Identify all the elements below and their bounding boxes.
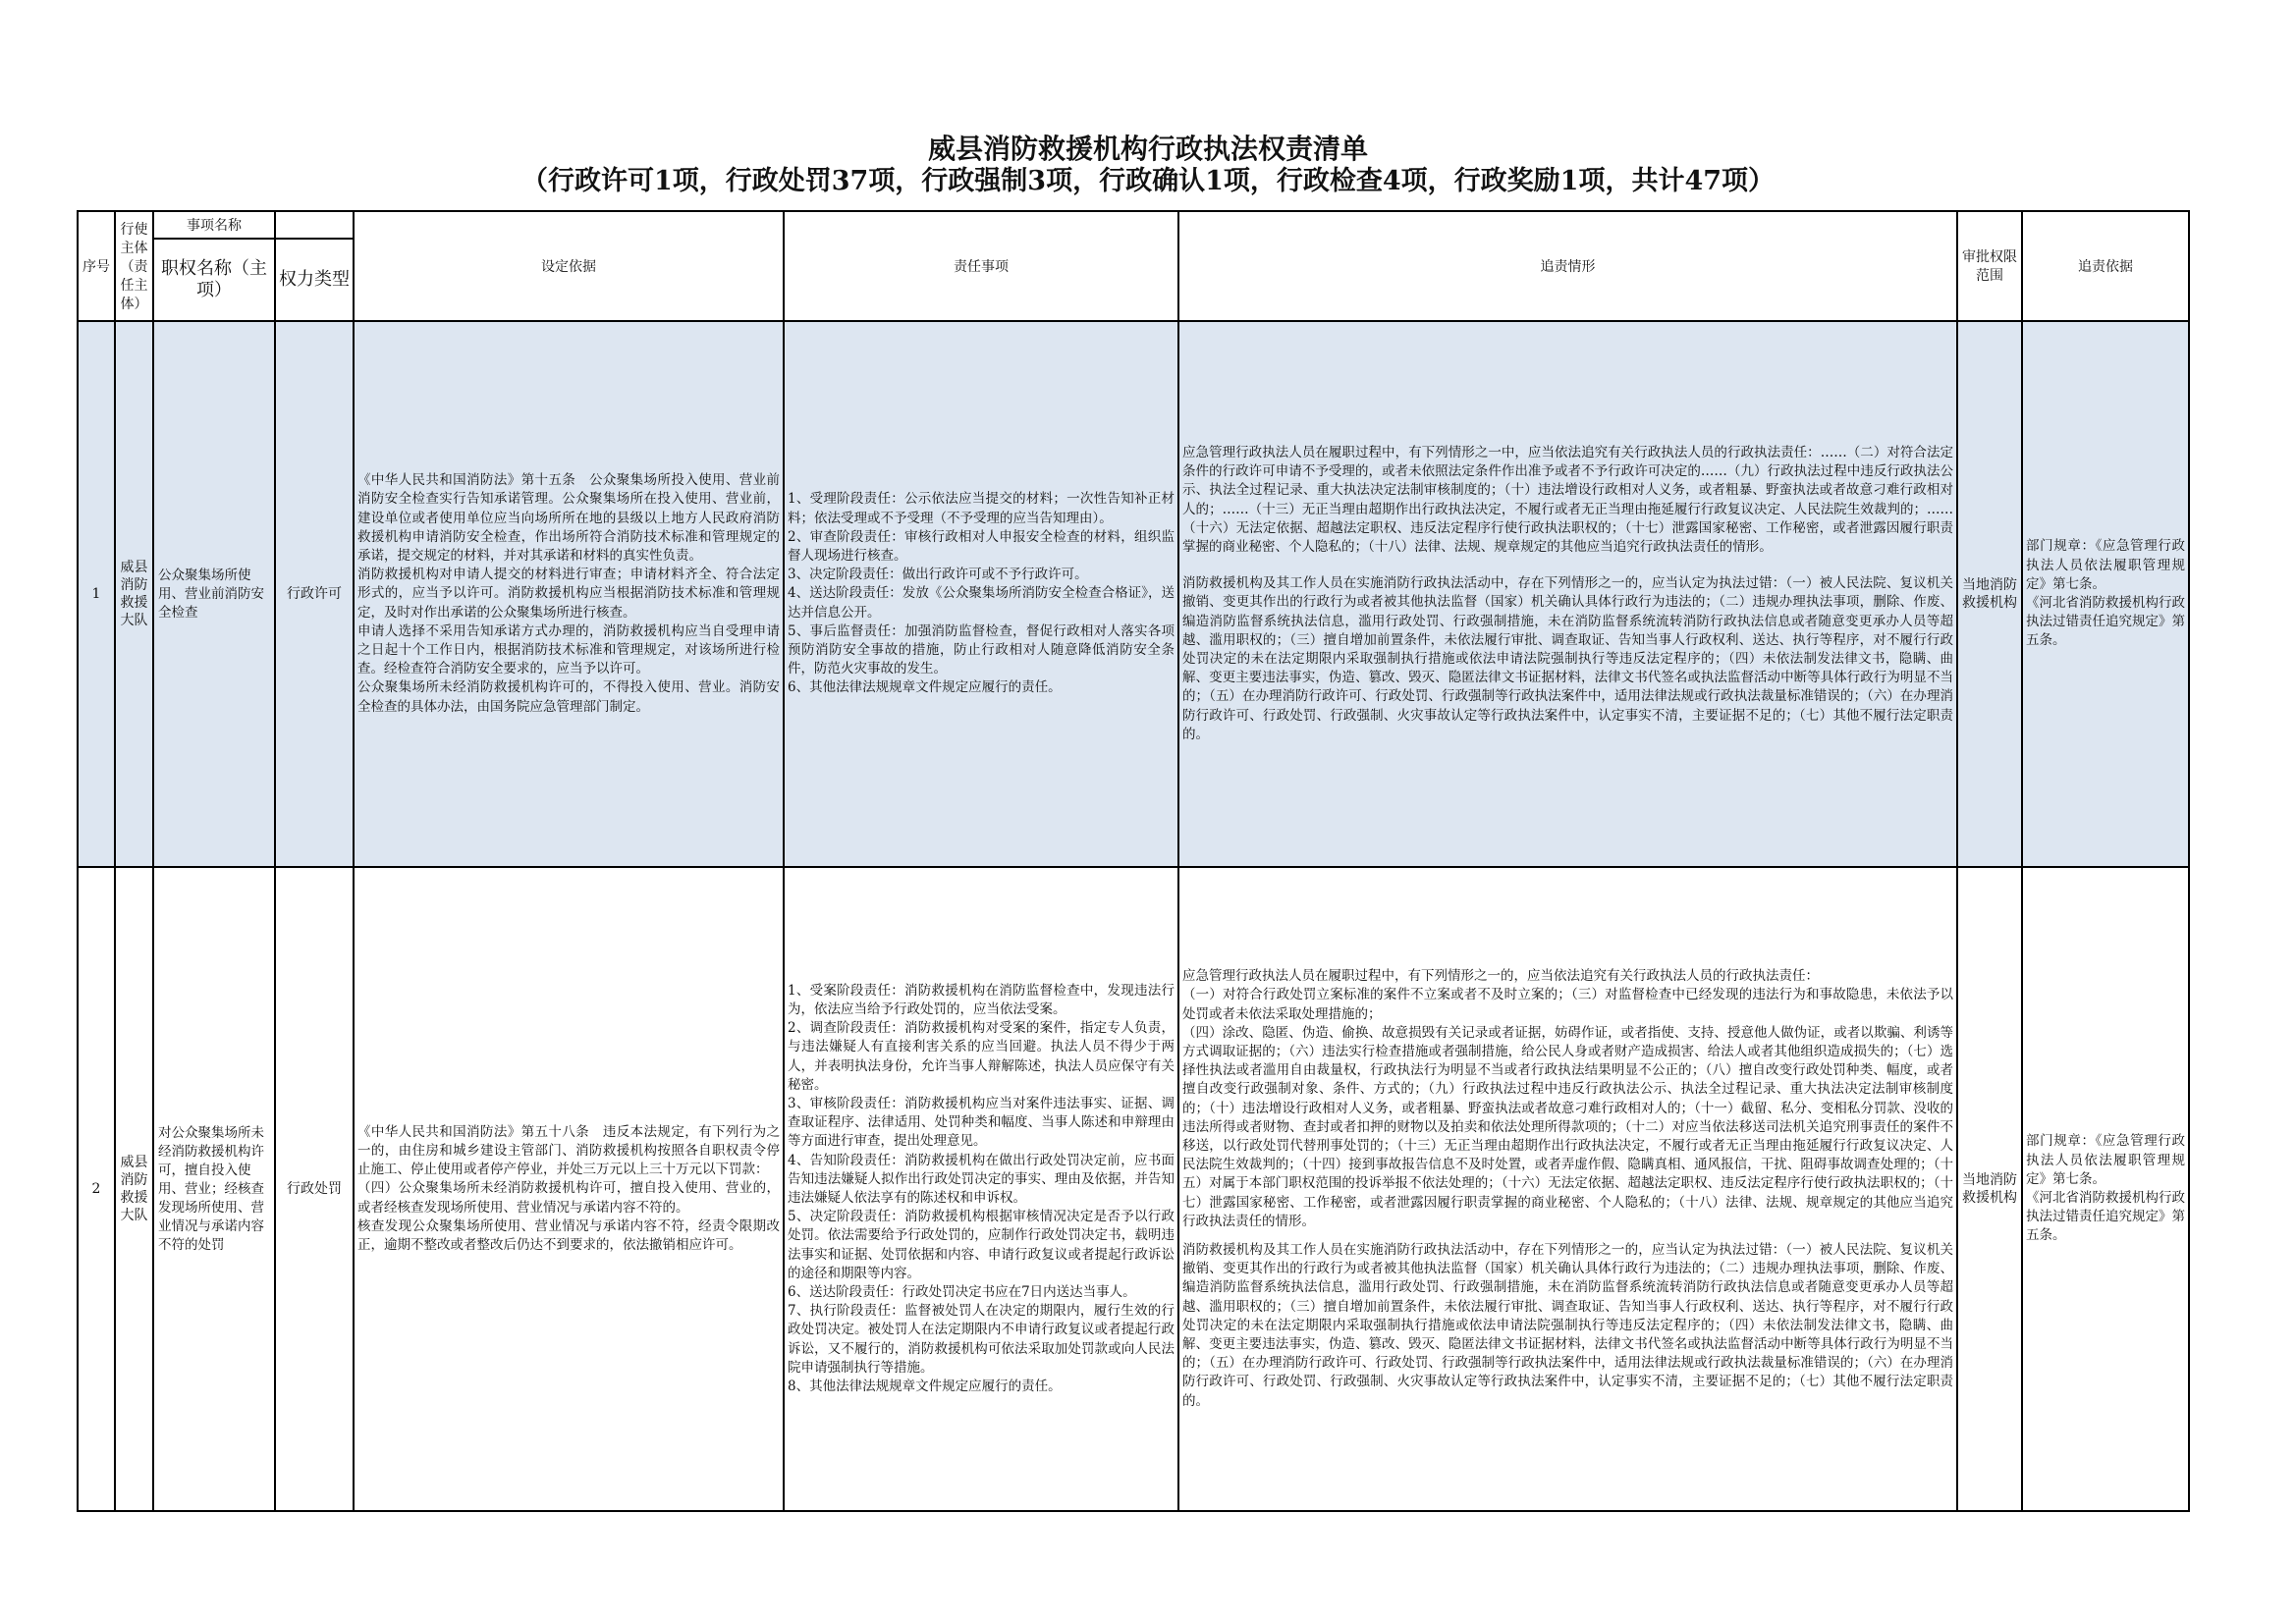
page-title: 威县消防救援机构行政执法权责清单 (927, 133, 1368, 165)
header-subject: 行使主体（责任主体） (115, 211, 153, 321)
header-basis: 设定依据 (354, 211, 784, 321)
row-accountability: 应急管理行政执法人员在履职过程中，有下列情形之一中，应当依法追究有关行政执法人员的行政执法责任：……（二）对符合法定条件的行政许可申请不予受理的，或者未依照法定条件作出准予或者不予行政许可决定的……（九）行政执法过程中违反行政执法公示、执法全过程记录、重大执法决定法制审核制度的；（十）违法增设行政相对人义务，或者粗暴、野蛮执法或者故意刁难行政相对人的；……（十三）无正当理由超期作出行政执法决定，不履行或者无正当理由拖延履行行政复议决定、人民法院生效裁判的；……（十六）无法定依据、超越法定职权、违反法定程序行使行政执法职权的；（十七）泄露国家秘密、工作秘密，或者泄露因履行职责掌握的商业秘密、个人隐私的；（十八）法律、法规、规章规定的其他应当追究行政执法责任的情形。 消防救援机构及其工作人员在实施消防行政执法活动中，存在下列情形之一的，应当认定为执法过错：（一）被人民法院、复议机关撤销、变更其作出的行政行为或者被其他执法监督（国家）机关确认具体行政行为违法的；（二）违规办理执法事项，删除、作废、编造消防监督系统执法信息，滥用行政处罚、行政强制措施，未在消防监督系统流转消防行政执法信息或者随意变更承办人员等超越、滥用职权的；（三）擅自增加前置条件，未依法履行审批、调查取证、告知当事人行政权利、送达、执行等程序，对不履行行政处罚决定的未在法定期限内采取强制执行措施或依法申请法院强制执行等违反法定程序的；（四）未依法制发法律文书，隐瞒、曲解、变更主要违法事实，伪造、篡改、毁灭、隐匿法律文书证据材料，法律文书代签名或执法监督活动中断等具体行政行为明显不当的；（五）在办理消防行政许可、行政处罚、行政强制等行政执法案件中，适用法律法规或行政执法裁量标准错误的；（六）在办理消防行政许可、行政处罚、行政强制、火灾事故认定等行政执法案件中，认定事实不清，主要证据不足的；（七）其他不履行法定职责的。 (1178, 321, 1957, 867)
header-seq: 序号 (78, 211, 115, 321)
row-seq: 1 (78, 321, 115, 867)
header-scope: 审批权限范围 (1957, 211, 2022, 321)
row-scope: 当地消防救援机构 (1957, 867, 2022, 1511)
row-subject: 威县消防救援大队 (115, 321, 153, 867)
header-duty: 责任事项 (784, 211, 1178, 321)
row-seq: 2 (78, 867, 115, 1511)
row-power-type: 行政许可 (275, 321, 354, 867)
table-row (78, 321, 2189, 867)
header-acc-basis: 追责依据 (2022, 211, 2189, 321)
row-power-name: 对公众聚集场所未经消防救援机构许可，擅自投入使用、营业；经核查发现场所使用、营业情况与承诺内容不符的处罚 (153, 867, 275, 1511)
page-subtitle: （行政许可1项，行政处罚37项，行政强制3项，行政确认1项，行政检查4项，行政奖励1项，共计47项） (520, 166, 1776, 196)
row-basis: 《中华人民共和国消防法》第十五条 公众聚集场所投入使用、营业前消防安全检查实行告知承诺管理。公众聚集场所在投入使用、营业前，建设单位或者使用单位应当向场所所在地的县级以上地方人民政府消防救援机构申请消防安全检查，作出场所符合消防技术标准和管理规定的承诺，提交规定的材料，并对其承诺和材料的真实性负责。 消防救援机构对申请人提交的材料进行审查；申请材料齐全、符合法定形式的，应当予以许可。消防救援机构应当根据消防技术标准和管理规定，及时对作出承诺的公众聚集场所进行核查。 申请人选择不采用告知承诺方式办理的，消防救援机构应当自受理申请之日起十个工作日内，根据消防技术标准和管理规定，对该场所进行检查。经检查符合消防安全要求的，应当予以许可。 公众聚集场所未经消防救援机构许可的，不得投入使用、营业。消防安全检查的具体办法，由国务院应急管理部门制定。 (354, 321, 784, 867)
header-power-type: 权力类型 (275, 239, 354, 321)
row-duty: 1、受案阶段责任：消防救援机构在消防监督检查中，发现违法行为，依法应当给予行政处罚的，应当依法受案。 2、调查阶段责任：消防救援机构对受案的案件，指定专人负责，与违法嫌疑人有直接利害关系的应当回避。执法人员不得少于两人，并表明执法身份，允许当事人辩解陈述，执法人员应保守有关秘密。 3、审核阶段责任：消防救援机构应当对案件违法事实、证据、调查取证程序、法律适用、处罚种类和幅度、当事人陈述和申辩理由等方面进行审查，提出处理意见。 4、告知阶段责任：消防救援机构在做出行政处罚决定前，应书面告知违法嫌疑人拟作出行政处罚决定的事实、理由及依据，并告知违法嫌疑人依法享有的陈述权和申诉权。 5、决定阶段责任：消防救援机构根据审核情况决定是否予以行政处罚。依法需要给予行政处罚的，应制作行政处罚决定书，载明违法事实和证据、处罚依据和内容、申请行政复议或者提起行政诉讼的途径和期限等内容。 6、送达阶段责任：行政处罚决定书应在7日内送达当事人。 7、执行阶段责任：监督被处罚人在决定的期限内，履行生效的行政处罚决定。被处罚人在法定期限内不申请行政复议或者提起行政诉讼，又不履行的，消防救援机构可依法采取加处罚款或向人民法院申请强制执行等措施。 8、其他法律法规规章文件规定应履行的责任。 (784, 867, 1178, 1511)
row-accountability: 应急管理行政执法人员在履职过程中，有下列情形之一的，应当依法追究有关行政执法人员的行政执法责任： （一）对符合行政处罚立案标准的案件不立案或者不及时立案的；（三）对监督检查中已经发现的违法行为和事故隐患，未依法予以处罚或者未依法采取处理措施的； （四）涂改、隐匿、伪造、偷换、故意损毁有关记录或者证据，妨碍作证，或者指使、支持、授意他人做伪证，或者以欺骗、利诱等方式调取证据的；（六）违法实行检查措施或者强制措施，给公民人身或者财产造成损害、给法人或者其他组织造成损失的；（七）选择性执法或者滥用自由裁量权，行政执法行为明显不当或者行政执法结果明显不公正的；（八）擅自改变行政处罚种类、幅度，或者擅自改变行政强制对象、条件、方式的；（九）行政执法过程中违反行政执法公示、执法全过程记录、重大执法决定法制审核制度的；（十）违法增设行政相对人义务，或者粗暴、野蛮执法或者故意刁难行政相对人的；（十一）截留、私分、变相私分罚款、没收的违法所得或者财物、查封或者扣押的财物以及拍卖和依法处理所得款项的；（十二）对应当依法移送司法机关追究刑事责任的案件不移送，以行政处罚代替刑事处罚的；（十三）无正当理由超期作出行政执法决定，不履行或者无正当理由拖延履行行政复议决定、人民法院生效裁判的；（十四）接到事故报告信息不及时处置，或者弄虚作假、隐瞒真相、通风报信，干扰、阻碍事故调查处理的；（十五）对属于本部门职权范围的投诉举报不依法处理的；（十六）无法定依据、超越法定职权、违反法定程序行使行政执法职权的；（十七）泄露国家秘密、工作秘密，或者泄露因履行职责掌握的商业秘密、个人隐私的；（十八）法律、法规、规章规定的其他应当追究行政执法责任的情形。 消防救援机构及其工作人员在实施消防行政执法活动中，存在下列情形之一的，应当认定为执法过错：（一）被人民法院、复议机关撤销、变更其作出的行政行为或者被其他执法监督（国家）机关确认具体行政行为违法的；（二）违规办理执法事项，删除、作废、编造消防监督系统执法信息，滥用行政处罚、行政强制措施，未在消防监督系统流转消防行政执法信息或者随意变更承办人员等超越、滥用职权的；（三）擅自增加前置条件，未依法履行审批、调查取证、告知当事人行政权利、送达、执行等程序，对不履行行政处罚决定的未在法定期限内采取强制执行措施或依法申请法院强制执行等违反法定程序的；（四）未依法制发法律文书，隐瞒、曲解、变更主要违法事实，伪造、篡改、毁灭、隐匿法律文书证据材料，法律文书代签名或执法监督活动中断等具体行政行为明显不当的；（五）在办理消防行政许可、行政处罚、行政强制等行政执法案件中，适用法律法规或行政执法裁量标准错误的；（六）在办理消防行政许可、行政处罚、行政强制、火灾事故认定等行政执法案件中，认定事实不清，主要证据不足的；（七）其他不履行法定职责的。 (1178, 867, 1957, 1511)
header-power-name: 职权名称（主项） (153, 239, 275, 321)
header-accountability: 追责情形 (1178, 211, 1957, 321)
row-subject: 威县消防救援大队 (115, 867, 153, 1511)
row-scope: 当地消防救援机构 (1957, 321, 2022, 867)
row-power-type: 行政处罚 (275, 867, 354, 1511)
header-item-group: 事项名称 (153, 211, 275, 239)
row-acc-basis: 部门规章：《应急管理行政执法人员依法履职管理规定》第七条。 《河北省消防救援机构行政执法过错责任追究规定》第五条。 (2022, 867, 2189, 1511)
row-duty: 1、受理阶段责任：公示依法应当提交的材料；一次性告知补正材料；依法受理或不予受理（不予受理的应当告知理由）。 2、审查阶段责任：审核行政相对人申报安全检查的材料，组织监督人现场进行核查。 3、决定阶段责任：做出行政许可或不予行政许可。 4、送达阶段责任：发放《公众聚集场所消防安全检查合格证》，送达并信息公开。 5、事后监督责任：加强消防监督检查，督促行政相对人落实各项预防消防安全事故的措施，防止行政相对人随意降低消防安全条件，防范火灾事故的发生。 6、其他法律法规规章文件规定应履行的责任。 (784, 321, 1178, 867)
table-row (78, 867, 2189, 1511)
row-power-name: 公众聚集场所使用、营业前消防安全检查 (153, 321, 275, 867)
power-list-table (77, 210, 2190, 1512)
row-acc-basis: 部门规章：《应急管理行政执法人员依法履职管理规定》第七条。 《河北省消防救援机构行政执法过错责任追究规定》第五条。 (2022, 321, 2189, 867)
row-basis: 《中华人民共和国消防法》第五十八条 违反本法规定，有下列行为之一的，由住房和城乡建设主管部门、消防救援机构按照各自职权责令停止施工、停止使用或者停产停业，并处三万元以上三十万元以下罚款： （四）公众聚集场所未经消防救援机构许可，擅自投入使用、营业的，或者经核查发现场所使用、营业情况与承诺内容不符的。 核查发现公众聚集场所使用、营业情况与承诺内容不符，经责令限期改正，逾期不整改或者整改后仍达不到要求的，依法撤销相应许可。 (354, 867, 784, 1511)
